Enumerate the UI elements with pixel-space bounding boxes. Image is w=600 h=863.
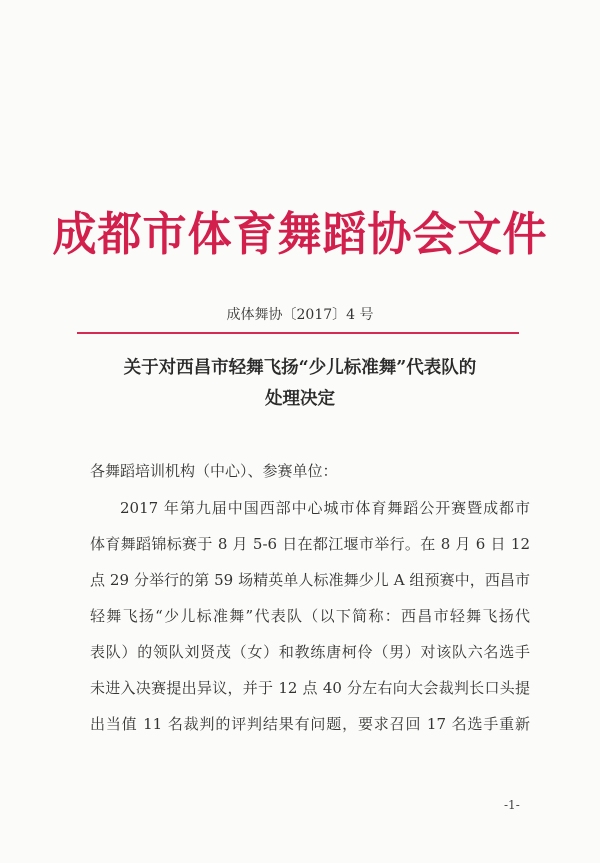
page-number: -1-: [504, 798, 520, 812]
body-line: 2017 年第九届中国西部中心城市体育舞蹈公开赛暨成都市: [120, 499, 530, 517]
document-header-title: 成都市体育舞蹈协会文件: [52, 207, 548, 262]
body-line: 出当值 11 名裁判的评判结果有问题，要求召回 17 名选手重新: [90, 715, 530, 733]
subject-title-line-2: 处理决定: [265, 389, 335, 409]
body-line: 点 29 分举行的第 59 场精英单人标准舞少儿 A 组预赛中，西昌市: [90, 571, 530, 589]
document-number: 成体舞协〔2017〕4 号: [226, 307, 374, 323]
subject-title-line-1: 关于对西昌市轻舞飞扬“少儿标准舞”代表队的: [123, 358, 477, 378]
header-red-rule: [77, 332, 519, 334]
body-line: 未进入决赛提出异议，并于 12 点 40 分左右向大会裁判长口头提: [90, 679, 530, 697]
body-line: 体育舞蹈锦标赛于 8 月 5-6 日在都江堰市举行。在 8 月 6 日 12: [90, 535, 530, 553]
salutation: 各舞蹈培训机构（中心）、参赛单位：: [90, 462, 338, 480]
body-line: 表队）的领队刘贤茂（女）和教练唐柯伶（男）对该队六名选手: [90, 643, 530, 661]
body-line: 轻舞飞扬“少儿标准舞”代表队（以下简称：西昌市轻舞飞扬代: [90, 607, 530, 625]
